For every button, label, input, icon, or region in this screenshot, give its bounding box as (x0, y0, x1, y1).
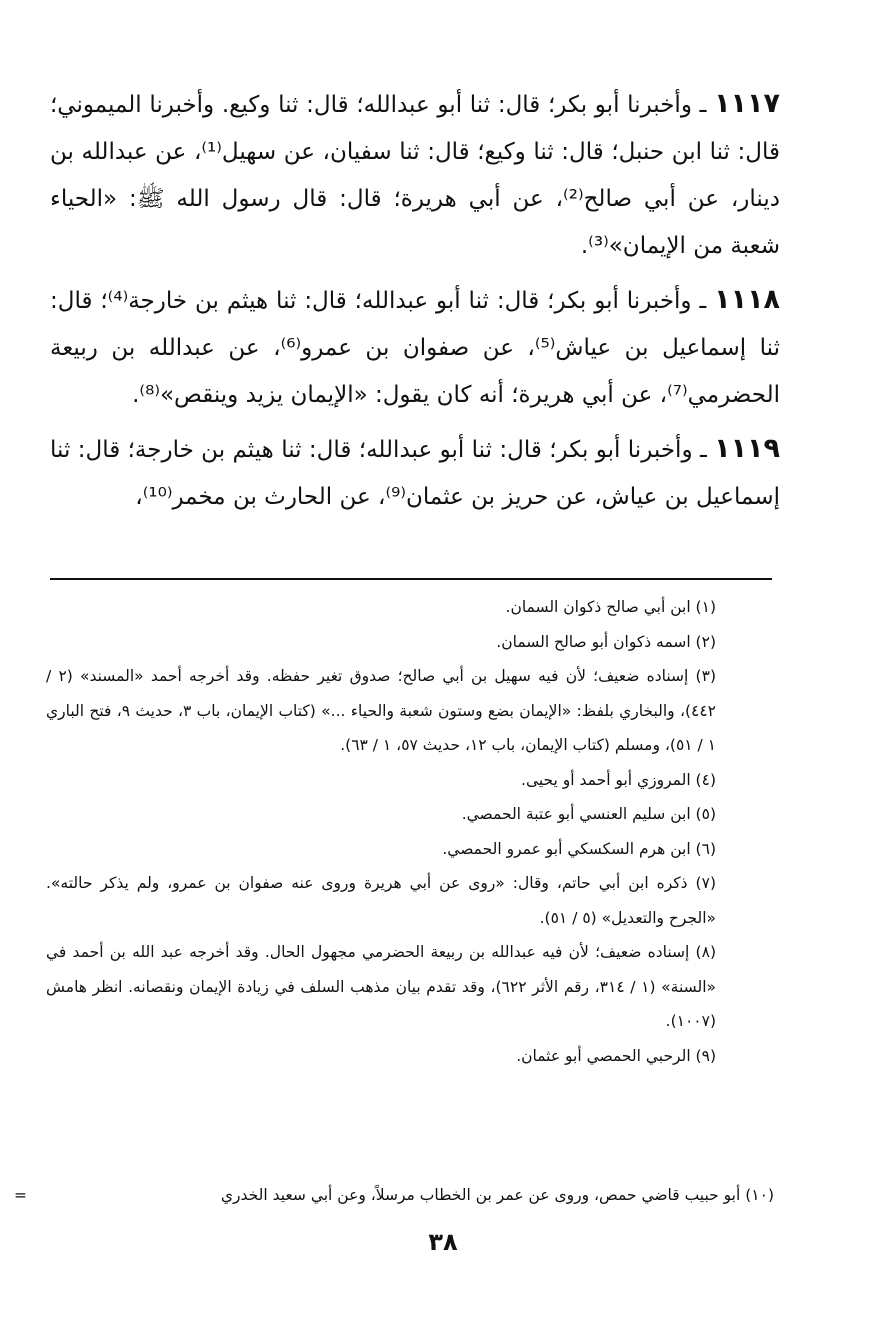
footnote-4: (٤) المروزي أبو أحمد أو يحيى. (521, 770, 716, 789)
continuation-mark: = (14, 1186, 27, 1204)
footnote-7: (٧) ذكره ابن أبي حاتم، وقال: «روى عن أبي هريرة وروى عنه صفوان بن عمرو، ولم يذكر حالته». «الجرح والتعديل» (٥ / ٥١). (46, 874, 716, 927)
footnote-10 (14, 1178, 774, 1212)
footnote-6: (٦) ابن هرم السكسكي أبو عمرو الحمصي. (442, 839, 716, 858)
hadith-number: ١١١٧ (714, 88, 780, 119)
hadith-text: ـ وأخبرنا أبو بكر؛ قال: ثنا أبو عبدالله؛ قال: ثنا وكيع. وأخبرنا الميموني؛ قال: ثنا ابن حنبل؛ قال: ثنا وكيع؛ قال: ثنا سفيان، عن سهيل⁽¹⁾، عن عبدالله بن دينار، عن أبي صالح⁽²⁾، عن أبي هريرة؛ قال: قال رسول الله ﷺ: «الحياء شعبة من الإيمان»⁽³⁾. (50, 92, 780, 259)
footnote-5: (٥) ابن سليم العنسي أبو عتبة الحمصي. (461, 805, 716, 823)
footnote-2: (٢) اسمه ذكوان أبو صالح السمان. (496, 632, 716, 651)
hadith-number: ١١١٩ (714, 433, 781, 464)
hadith-text: ـ وأخبرنا أبو بكر؛ قال: ثنا أبو عبدالله؛ قال: ثنا هيثم بن خارجة⁽⁴⁾؛ قال: ثنا إسماعيل بن عياش⁽⁵⁾، عن صفوان بن عمرو⁽⁶⁾، عن عبدالله بن ربيعة الحضرمي⁽⁷⁾، عن أبي هريرة؛ أنه كان يقول: «الإيمان يزيد وينقص»⁽⁸⁾. (50, 288, 780, 408)
footnote-10-text: (١٠) أبو حبيب قاضي حمص، وروى عن عمر بن الخطاب مرسلاً، وعن أبي سعيد الخدري (220, 1186, 774, 1204)
page-number: ٣٨ (428, 1228, 458, 1256)
main-text (50, 80, 780, 521)
hadith-1118 (50, 276, 780, 419)
footnotes (46, 590, 716, 1073)
hadith-1119 (50, 425, 780, 521)
footnote-3: (٣) إسناده ضعيف؛ لأن فيه سهيل بن أبي صالح؛ صدوق تغير حفظه. وقد أخرجه أحمد «المسند» (٢ / ٤٤٢)، والبخاري بلفظ: «الإيمان بضع وستون شعبة والحياء ...» (كتاب الإيمان، باب ٣، حديث ٩، فتح الباري ١ / ٥١)، ومسلم (كتاب الإيمان، باب ١٢، حديث ٥٧، ١ / ٦٣). (46, 667, 716, 754)
hadith-1117 (50, 80, 780, 270)
footnote-separator (50, 578, 772, 580)
footnote-9: (٩) الرحبي الحمصي أبو عثمان. (516, 1046, 716, 1065)
hadith-number: ١١١٨ (714, 284, 781, 315)
hadith-text: ـ وأخبرنا أبو بكر؛ قال: ثنا أبو عبدالله؛ قال: ثنا هيثم بن خارجة؛ قال: ثنا إسماعيل بن عياش، عن حريز بن عثمان⁽⁹⁾، عن الحارث بن مخمر⁽¹⁰⁾، (50, 437, 780, 510)
footnote-1: (١) ابن أبي صالح ذكوان السمان. (505, 598, 716, 616)
footnote-8: (٨) إسناده ضعيف؛ لأن فيه عبدالله بن ربيعة الحضرمي مجهول الحال. وقد أخرجه عبد الله بن أحمد في «السنة» (١ / ٣١٤، رقم الأثر ٦٢٢)، وقد تقدم بيان مذهب السلف في زيادة الإيمان ونقصانه. انظر هامش (١٠٠٧). (46, 943, 716, 1030)
